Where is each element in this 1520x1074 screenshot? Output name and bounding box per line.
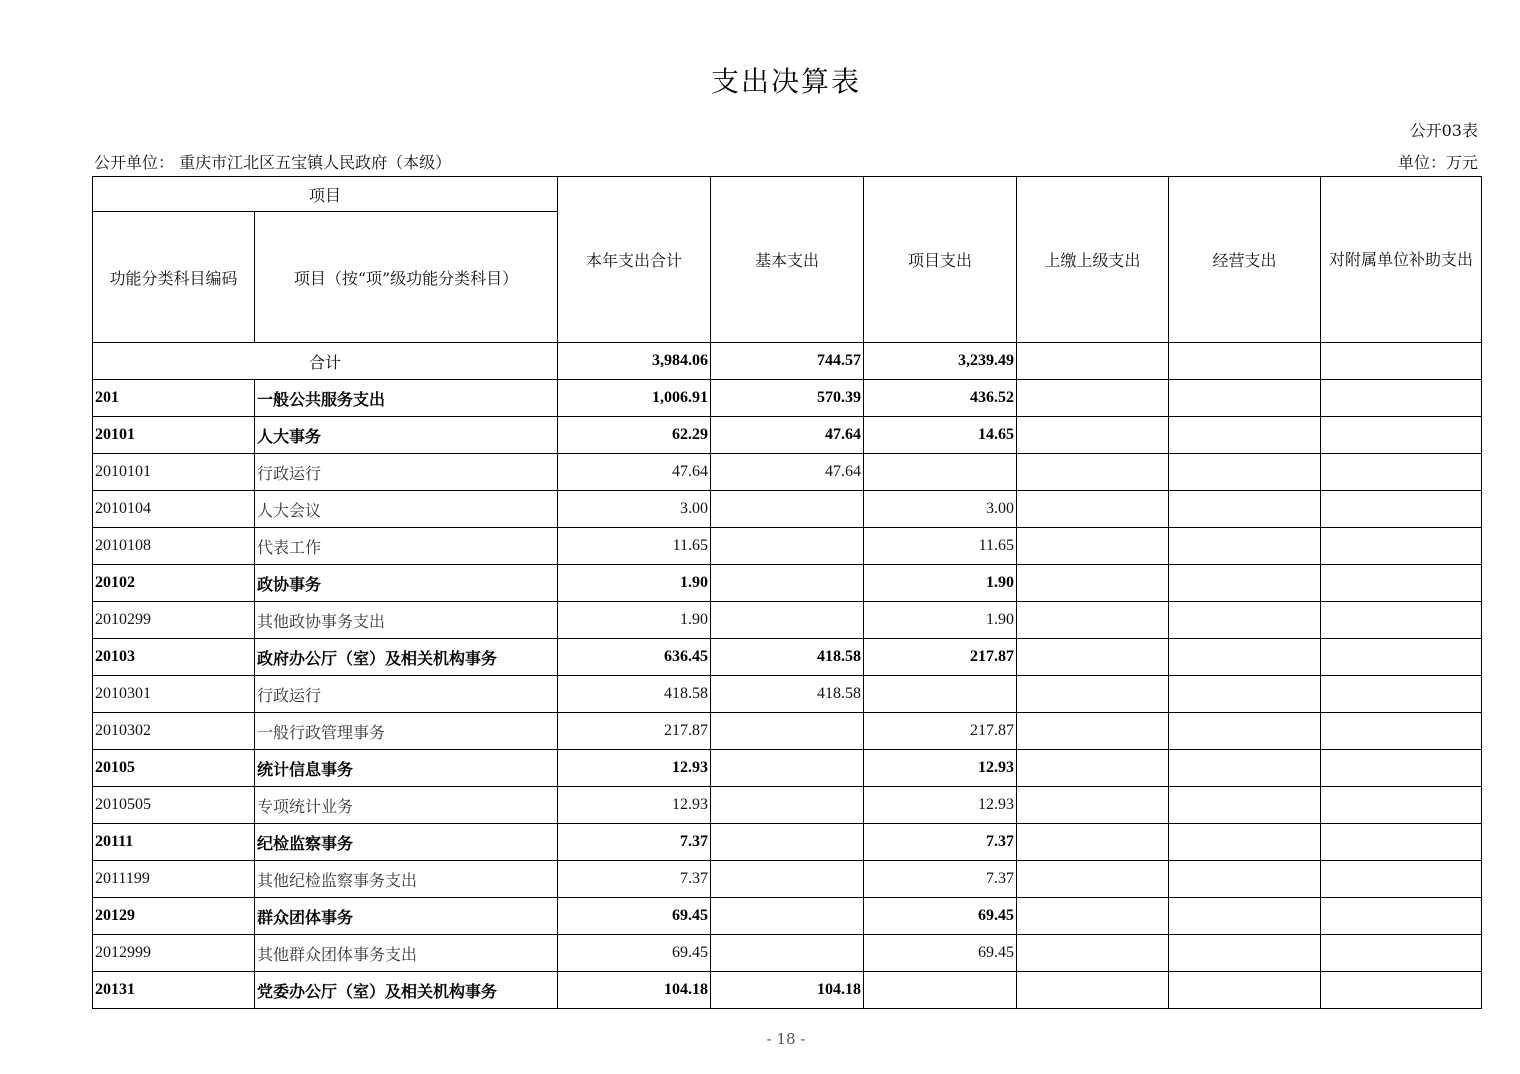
business-cell <box>1169 861 1321 898</box>
code-cell: 20111 <box>93 824 255 861</box>
project-cell <box>864 676 1017 713</box>
name-cell: 群众团体事务 <box>255 898 558 935</box>
total-cell: 3.00 <box>558 491 711 528</box>
code-cell: 20131 <box>93 972 255 1009</box>
upper-cell <box>1017 639 1169 676</box>
upper-cell <box>1017 750 1169 787</box>
form-number: 公开03表 <box>1409 121 1478 140</box>
code-cell: 20129 <box>93 898 255 935</box>
subsidy-cell <box>1321 491 1482 528</box>
business-cell <box>1169 343 1321 380</box>
table-row <box>93 787 1482 824</box>
business-cell <box>1169 676 1321 713</box>
code-cell: 2010301 <box>93 676 255 713</box>
project-cell: 1.90 <box>864 602 1017 639</box>
project-cell: 217.87 <box>864 639 1017 676</box>
project-cell: 436.52 <box>864 380 1017 417</box>
table-row <box>93 602 1482 639</box>
upper-cell <box>1017 935 1169 972</box>
subsidy-cell <box>1321 898 1482 935</box>
upper-cell <box>1017 676 1169 713</box>
header-business: 经营支出 <box>1169 177 1321 343</box>
header-project: 项目 <box>93 177 558 212</box>
subsidy-cell <box>1321 639 1482 676</box>
basic-cell: 47.64 <box>711 417 864 454</box>
total-cell: 1.90 <box>558 602 711 639</box>
upper-cell <box>1017 380 1169 417</box>
business-cell <box>1169 787 1321 824</box>
code-cell: 20102 <box>93 565 255 602</box>
name-cell: 一般公共服务支出 <box>255 380 558 417</box>
code-cell: 2011199 <box>93 861 255 898</box>
business-cell <box>1169 750 1321 787</box>
name-cell: 其他纪检监察事务支出 <box>255 861 558 898</box>
table-row <box>93 417 1482 454</box>
total-cell: 104.18 <box>558 972 711 1009</box>
project-cell: 12.93 <box>864 750 1017 787</box>
business-cell <box>1169 935 1321 972</box>
project-cell: 217.87 <box>864 713 1017 750</box>
code-cell: 201 <box>93 380 255 417</box>
subsidy-cell <box>1321 417 1482 454</box>
subsidy-cell <box>1321 750 1482 787</box>
total-cell: 3,984.06 <box>558 343 711 380</box>
basic-cell: 744.57 <box>711 343 864 380</box>
table-row <box>93 713 1482 750</box>
code-cell: 20105 <box>93 750 255 787</box>
code-cell: 2010101 <box>93 454 255 491</box>
upper-cell <box>1017 565 1169 602</box>
project-cell: 12.93 <box>864 787 1017 824</box>
upper-cell <box>1017 491 1169 528</box>
subsidy-cell <box>1321 565 1482 602</box>
total-cell: 69.45 <box>558 898 711 935</box>
basic-cell <box>711 898 864 935</box>
basic-cell <box>711 750 864 787</box>
business-cell <box>1169 417 1321 454</box>
header-project-expense: 项目支出 <box>864 177 1017 343</box>
basic-cell: 418.58 <box>711 639 864 676</box>
subsidy-cell <box>1321 935 1482 972</box>
upper-cell <box>1017 343 1169 380</box>
table-row <box>93 972 1482 1009</box>
header-name: 项目（按“项”级功能分类科目） <box>255 212 558 343</box>
name-cell: 纪检监察事务 <box>255 824 558 861</box>
basic-cell <box>711 491 864 528</box>
name-cell: 政协事务 <box>255 565 558 602</box>
name-cell: 其他政协事务支出 <box>255 602 558 639</box>
name-cell: 代表工作 <box>255 528 558 565</box>
basic-cell: 47.64 <box>711 454 864 491</box>
header-subsidy: 对附属单位补助支出 <box>1321 177 1482 343</box>
table-row <box>93 676 1482 713</box>
subsidy-cell <box>1321 824 1482 861</box>
upper-cell <box>1017 861 1169 898</box>
table-row <box>93 380 1482 417</box>
header-basic: 基本支出 <box>711 177 864 343</box>
table-row <box>93 824 1482 861</box>
total-cell: 69.45 <box>558 935 711 972</box>
business-cell <box>1169 639 1321 676</box>
upper-cell <box>1017 417 1169 454</box>
business-cell <box>1169 713 1321 750</box>
project-cell <box>864 972 1017 1009</box>
total-cell: 1,006.91 <box>558 380 711 417</box>
table-row <box>93 565 1482 602</box>
header-total: 本年支出合计 <box>558 177 711 343</box>
subsidy-cell <box>1321 713 1482 750</box>
name-cell: 专项统计业务 <box>255 787 558 824</box>
code-cell: 20101 <box>93 417 255 454</box>
upper-cell <box>1017 898 1169 935</box>
name-cell: 一般行政管理事务 <box>255 713 558 750</box>
table-row <box>93 750 1482 787</box>
total-cell: 217.87 <box>558 713 711 750</box>
upper-cell <box>1017 787 1169 824</box>
total-cell: 12.93 <box>558 750 711 787</box>
table-row <box>93 898 1482 935</box>
basic-cell: 104.18 <box>711 972 864 1009</box>
total-cell: 1.90 <box>558 565 711 602</box>
basic-cell <box>711 935 864 972</box>
table-row <box>93 491 1482 528</box>
code-cell: 2012999 <box>93 935 255 972</box>
upper-cell <box>1017 454 1169 491</box>
basic-cell <box>711 713 864 750</box>
basic-cell: 570.39 <box>711 380 864 417</box>
project-cell: 7.37 <box>864 824 1017 861</box>
table-row <box>93 935 1482 972</box>
basic-cell: 418.58 <box>711 676 864 713</box>
name-cell: 行政运行 <box>255 454 558 491</box>
business-cell <box>1169 972 1321 1009</box>
subsidy-cell <box>1321 787 1482 824</box>
upper-cell <box>1017 713 1169 750</box>
name-cell: 人大事务 <box>255 417 558 454</box>
project-cell <box>864 454 1017 491</box>
total-label: 合计 <box>93 343 558 380</box>
basic-cell <box>711 861 864 898</box>
code-cell: 2010505 <box>93 787 255 824</box>
basic-cell <box>711 528 864 565</box>
total-row <box>93 343 1482 380</box>
total-cell: 62.29 <box>558 417 711 454</box>
reporting-unit: 公开单位： 重庆市江北区五宝镇人民政府（本级） <box>94 153 452 172</box>
business-cell <box>1169 565 1321 602</box>
project-cell: 3,239.49 <box>864 343 1017 380</box>
code-cell: 20103 <box>93 639 255 676</box>
table-row <box>93 454 1482 491</box>
business-cell <box>1169 491 1321 528</box>
project-cell: 14.65 <box>864 417 1017 454</box>
total-cell: 11.65 <box>558 528 711 565</box>
basic-cell <box>711 602 864 639</box>
project-cell: 11.65 <box>864 528 1017 565</box>
subsidy-cell <box>1321 676 1482 713</box>
name-cell: 政府办公厅（室）及相关机构事务 <box>255 639 558 676</box>
code-cell: 2010302 <box>93 713 255 750</box>
business-cell <box>1169 602 1321 639</box>
subsidy-cell <box>1321 343 1482 380</box>
name-cell: 行政运行 <box>255 676 558 713</box>
code-cell: 2010104 <box>93 491 255 528</box>
subsidy-cell <box>1321 454 1482 491</box>
table-row <box>93 528 1482 565</box>
total-cell: 7.37 <box>558 861 711 898</box>
total-cell: 7.37 <box>558 824 711 861</box>
total-cell: 636.45 <box>558 639 711 676</box>
code-cell: 2010299 <box>93 602 255 639</box>
currency-unit: 单位：万元 <box>1397 153 1478 172</box>
subsidy-cell <box>1321 972 1482 1009</box>
upper-cell <box>1017 972 1169 1009</box>
project-cell: 7.37 <box>864 861 1017 898</box>
subsidy-cell <box>1321 602 1482 639</box>
name-cell: 统计信息事务 <box>255 750 558 787</box>
upper-cell <box>1017 528 1169 565</box>
total-cell: 12.93 <box>558 787 711 824</box>
name-cell: 党委办公厅（室）及相关机构事务 <box>255 972 558 1009</box>
total-cell: 47.64 <box>558 454 711 491</box>
basic-cell <box>711 824 864 861</box>
name-cell: 其他群众团体事务支出 <box>255 935 558 972</box>
business-cell <box>1169 824 1321 861</box>
page-number: - 18 - <box>766 1030 806 1048</box>
project-cell: 69.45 <box>864 898 1017 935</box>
project-cell: 3.00 <box>864 491 1017 528</box>
table-row <box>93 861 1482 898</box>
header-upper: 上缴上级支出 <box>1017 177 1169 343</box>
basic-cell <box>711 787 864 824</box>
basic-cell <box>711 565 864 602</box>
project-cell: 69.45 <box>864 935 1017 972</box>
subsidy-cell <box>1321 861 1482 898</box>
upper-cell <box>1017 824 1169 861</box>
table-row <box>93 639 1482 676</box>
name-cell: 人大会议 <box>255 491 558 528</box>
business-cell <box>1169 380 1321 417</box>
business-cell <box>1169 454 1321 491</box>
subsidy-cell <box>1321 528 1482 565</box>
expenditure-table <box>92 176 1482 1009</box>
total-cell: 418.58 <box>558 676 711 713</box>
project-cell: 1.90 <box>864 565 1017 602</box>
page-title: 支出决算表 <box>710 65 861 98</box>
header-code: 功能分类科目编码 <box>93 212 255 343</box>
subsidy-cell <box>1321 380 1482 417</box>
business-cell <box>1169 898 1321 935</box>
upper-cell <box>1017 602 1169 639</box>
business-cell <box>1169 528 1321 565</box>
code-cell: 2010108 <box>93 528 255 565</box>
